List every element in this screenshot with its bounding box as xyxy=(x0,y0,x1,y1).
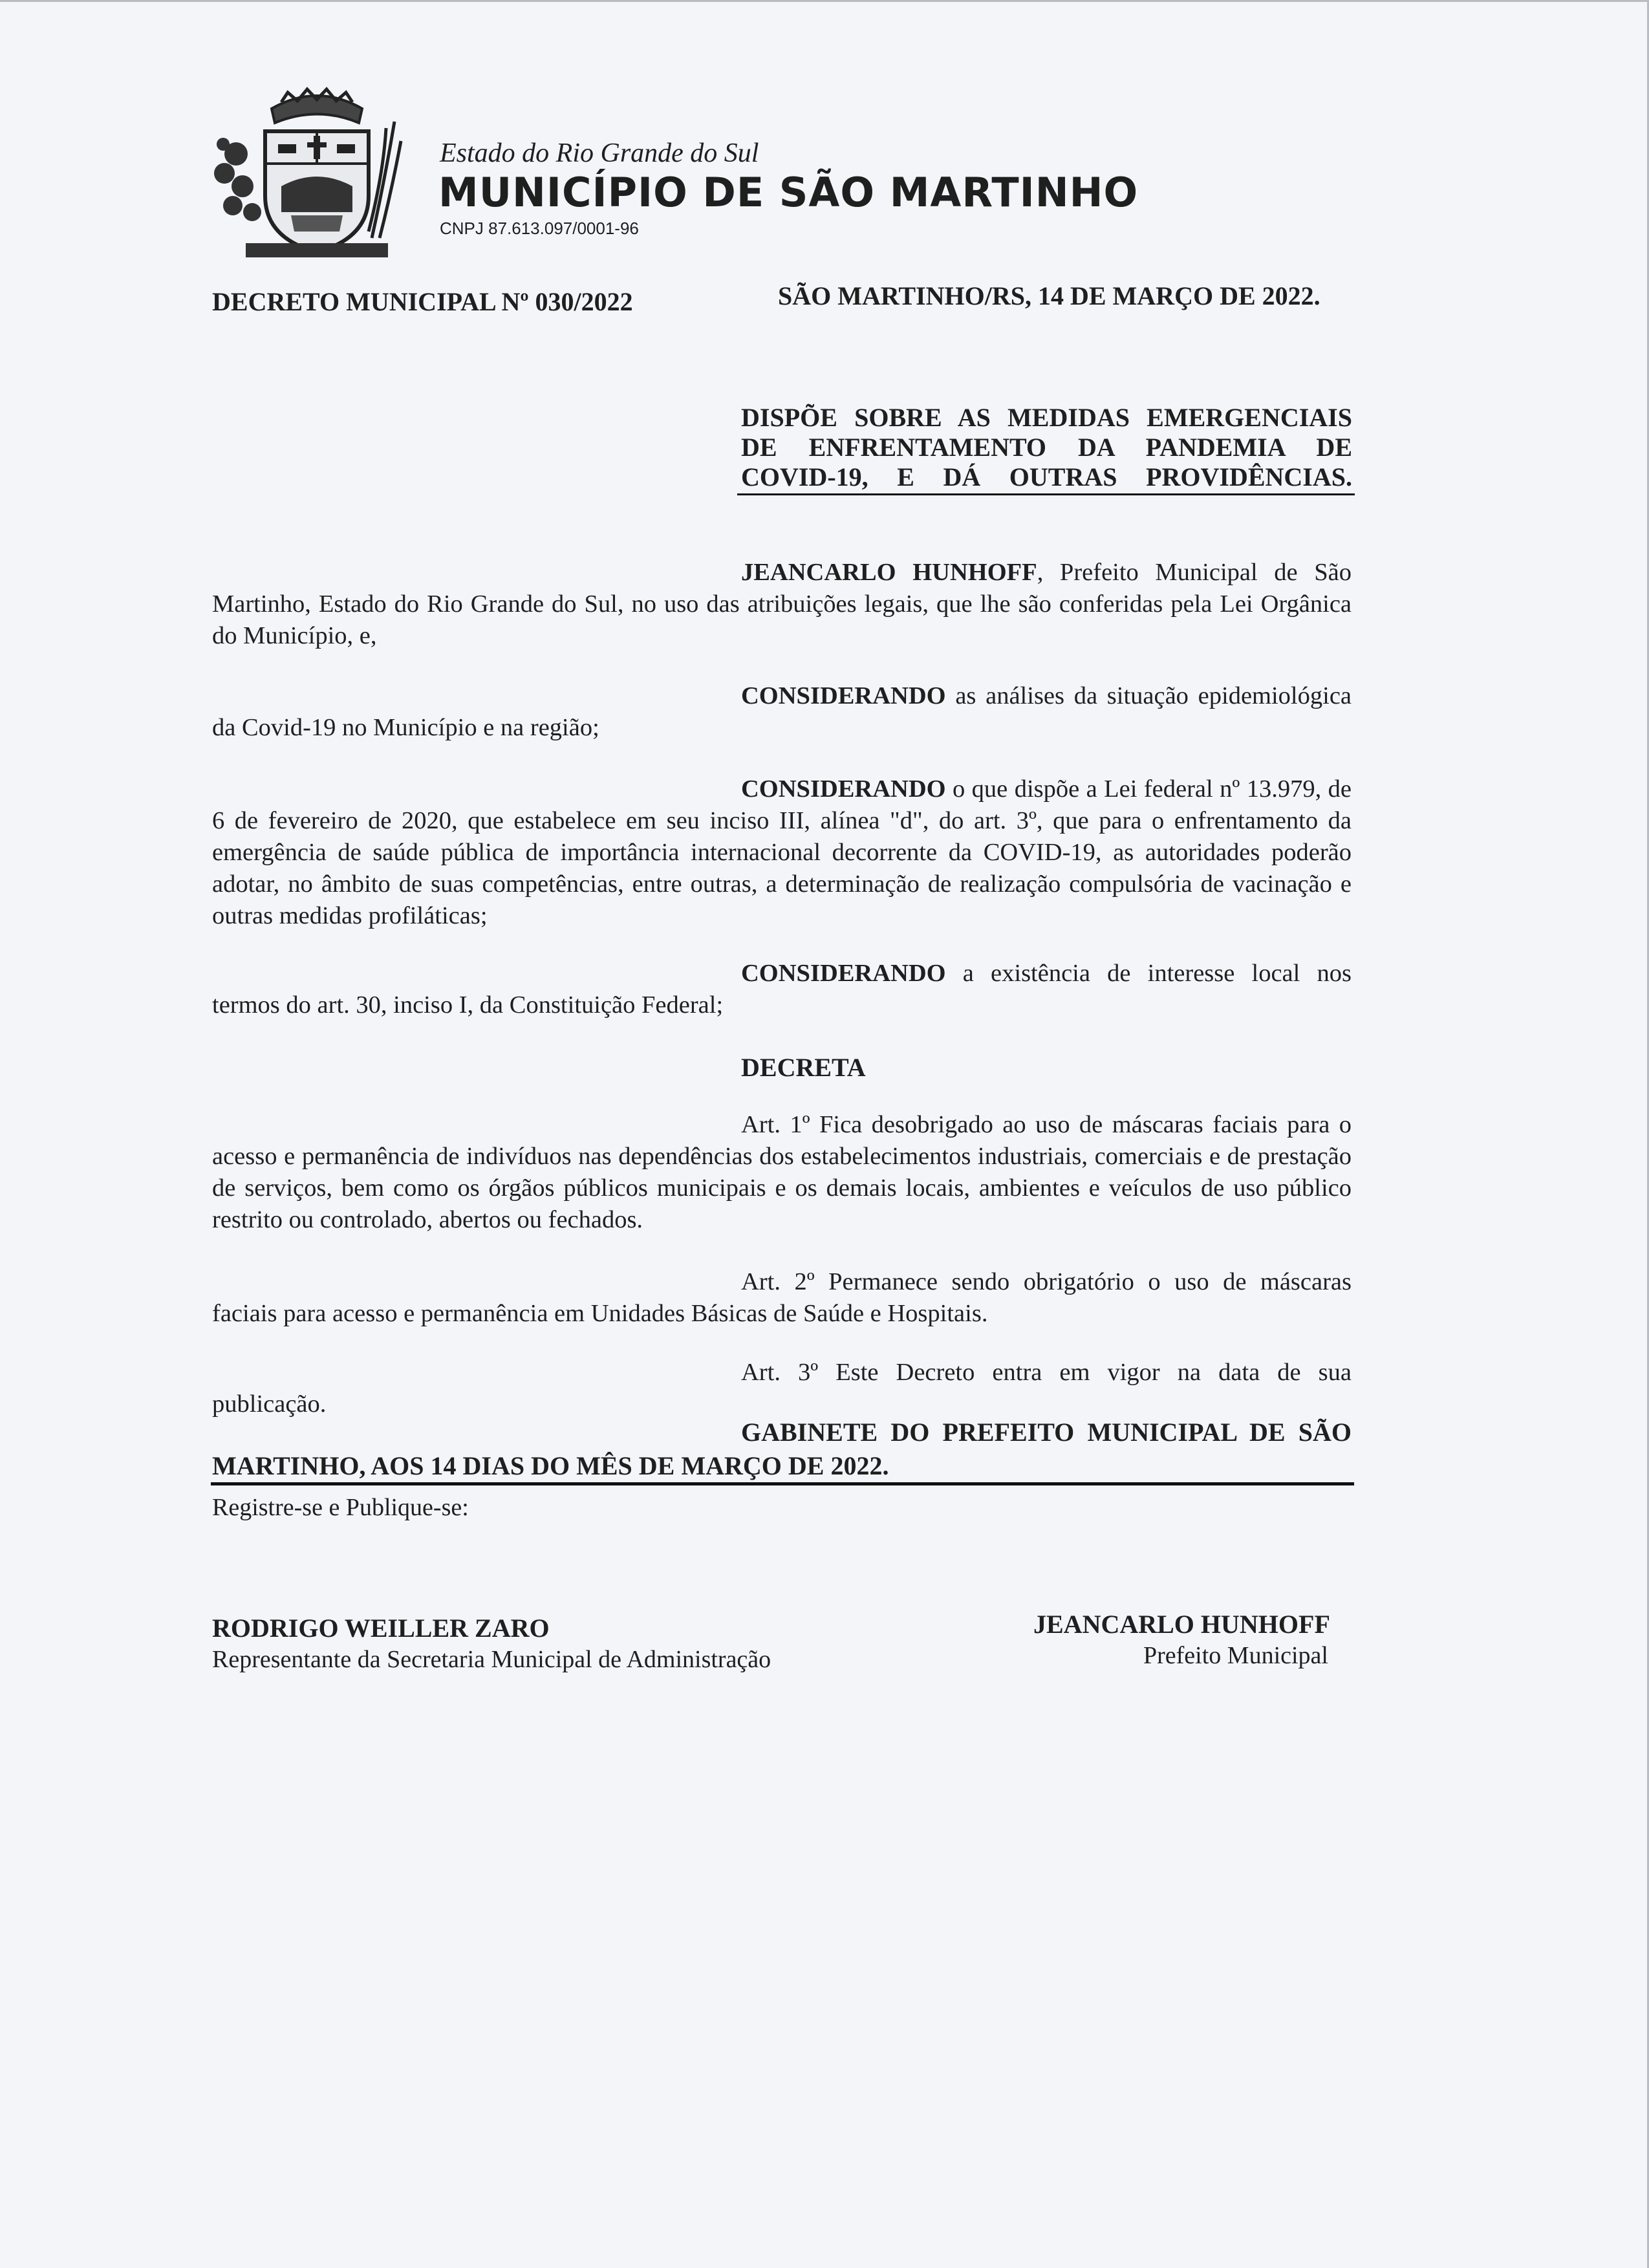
ementa-underline xyxy=(737,493,1355,495)
registre-text: Registre-se e Publique-se: xyxy=(212,1494,469,1521)
considerando-text: a existência de interesse local nos termos do art. 30, inciso I, da Constituição Federal; xyxy=(212,960,1352,1019)
preamble-text: , Prefeito Municipal de São Martinho, Estado do Rio Grande do Sul, no uso das atribuições legais, que lhe são conferidas pela Lei Orgânica do Município, e, xyxy=(212,559,1352,649)
signatory-right-role: Prefeito Municipal xyxy=(1143,1642,1328,1669)
considerando-text: o que dispõe a Lei federal nº 13.979, de 6 de fevereiro de 2020, que estabelece em seu inciso III, alínea "d", do art. 3º, que para o enfrentamento da emergência de saúde pública de importância internacional decorrente da COVID-19, as autoridades poderão adotar, no âmbito de suas competências, entre outras, a determinação de realização compulsória de vacinação e outras medidas profiláticas; xyxy=(212,775,1352,929)
considerando-paragraph xyxy=(212,958,1352,1021)
decreta-heading: DECRETA xyxy=(741,1053,866,1082)
closing-underline xyxy=(211,1482,1354,1485)
signatory-left-name: RODRIGO WEILLER ZARO xyxy=(212,1614,550,1643)
article-paragraph: Art. 1º Fica desobrigado ao uso de máscaras faciais para o acesso e permanência de indivíduos nas dependências dos estabelecimentos industriais, comerciais e de prestação de serviços, bem como os órgãos públicos municipais e os demais locais, ambientes e veículos de uso público restrito ou controlado, abertos ou fechados. xyxy=(212,1111,1352,1233)
considerando-label: CONSIDERANDO xyxy=(741,682,946,709)
preamble-paragraph xyxy=(212,557,1352,652)
decree-number: DECRETO MUNICIPAL Nº 030/2022 xyxy=(212,287,633,316)
coat-of-arms-icon xyxy=(210,83,424,267)
article-paragraph: Art. 2º Permanece sendo obrigatório o uso de máscaras faciais para acesso e permanência em Unidades Básicas de Saúde e Hospitais. xyxy=(212,1268,1352,1327)
signatory-right-name: JEANCARLO HUNHOFF xyxy=(1033,1610,1330,1639)
header-cnpj: CNPJ 87.613.097/0001-96 xyxy=(440,219,639,238)
article-paragraph: Art. 3º Este Decreto entra em vigor na data de sua publicação. xyxy=(212,1359,1352,1418)
header-municipality: MUNICÍPIO DE SÃO MARTINHO xyxy=(438,169,1139,216)
considerando-text: as análises da situação epidemiológica da Covid-19 no Município e na região; xyxy=(212,682,1352,741)
closing-statement: GABINETE DO PREFEITO MUNICIPAL DE SÃO MARTINHO, AOS 14 DIAS DO MÊS DE MARÇO DE 2022. xyxy=(212,1418,1352,1480)
mayor-name: JEANCARLO HUNHOFF xyxy=(741,559,1037,586)
header-state: Estado do Rio Grande do Sul xyxy=(440,138,759,168)
considerando-paragraph xyxy=(212,680,1352,744)
signatory-left-role: Representante da Secretaria Municipal de Administração xyxy=(212,1646,771,1673)
considerando-paragraph xyxy=(212,773,1352,932)
considerando-label: CONSIDERANDO xyxy=(741,775,946,803)
ementa: DISPÕE SOBRE AS MEDIDAS EMERGENCIAIS DE ENFRENTAMENTO DA PANDEMIA DE COVID-19, E DÁ OUTRAS PROVIDÊNCIAS. xyxy=(741,403,1352,491)
considerando-label: CONSIDERANDO xyxy=(741,960,946,987)
decree-place-date: SÃO MARTINHO/RS, 14 DE MARÇO DE 2022. xyxy=(778,281,1320,310)
